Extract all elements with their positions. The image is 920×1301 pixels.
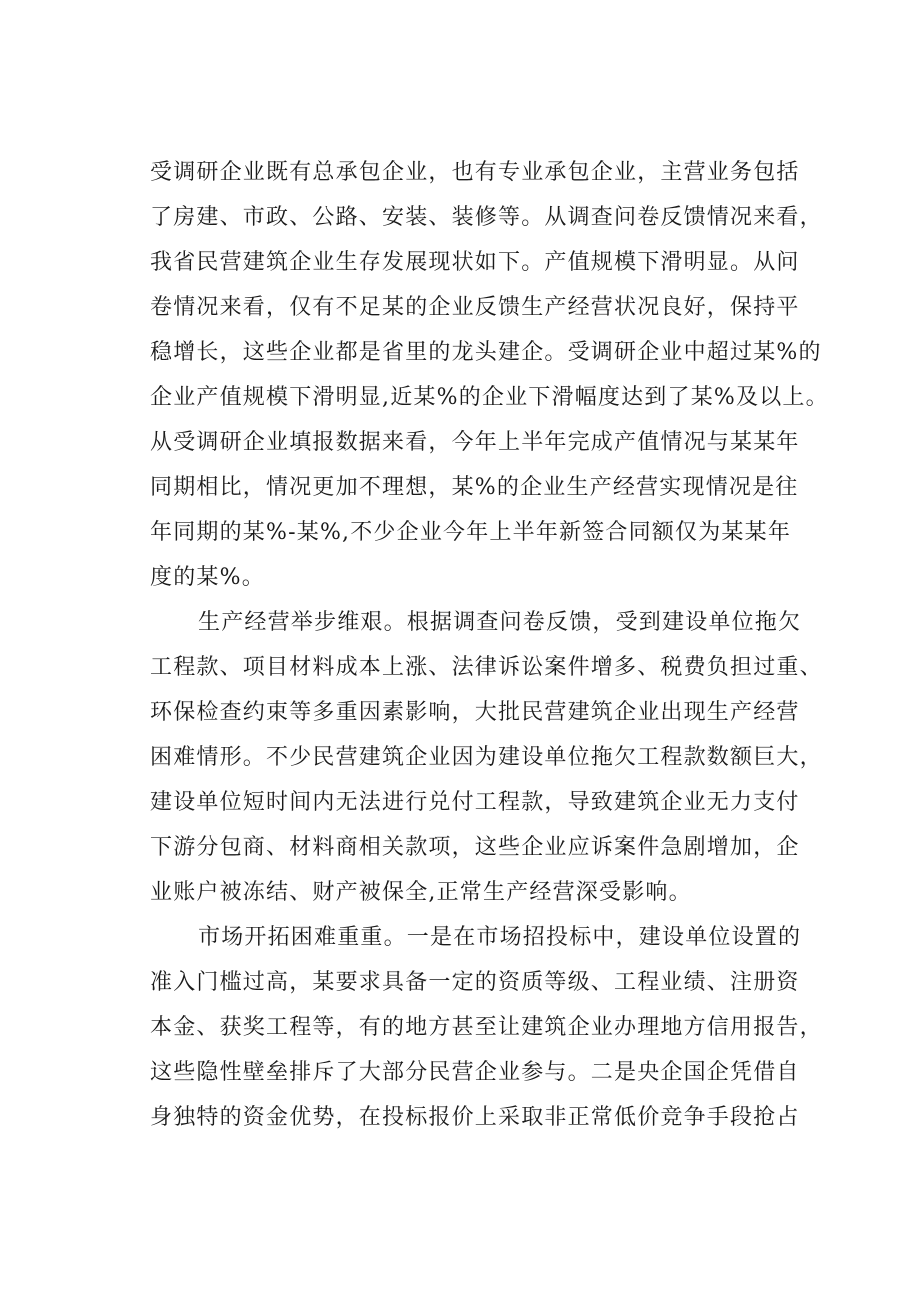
text-line: 了房建、市政、公路、安装、装修等。从调查问卷反馈情况来看， — [150, 205, 823, 230]
text-line: 生产经营举步维艰。根据调查问卷反馈，受到建设单位拖欠 — [198, 610, 802, 635]
text-line: 建设单位短时间内无法进行兑付工程款，导致建筑企业无力支付 — [150, 790, 800, 815]
paragraph-3 — [150, 915, 823, 1140]
text-line: 下游分包商、材料商相关款项，这些企业应诉案件急剧增加，企 — [150, 835, 800, 860]
text-line: 受调研企业既有总承包企业，也有专业承包企业，主营业务包括 — [150, 160, 800, 185]
document-body — [150, 150, 829, 1140]
text-line: 准入门槛过高，某要求具备一定的资质等级、工程业绩、注册资 — [150, 970, 800, 995]
text-line: 环保检查约束等多重因素影响，大批民营建筑企业出现生产经营 — [150, 700, 800, 725]
text-line: 困难情形。不少民营建筑企业因为建设单位拖欠工程款数额巨大， — [150, 745, 823, 770]
text-line: 这些隐性壁垒排斥了大部分民营企业参与。二是央企国企凭借自 — [150, 1060, 800, 1085]
paragraph-1 — [150, 150, 829, 600]
text-line: 工程款、项目材料成本上涨、法律诉讼案件增多、税费负担过重、 — [150, 655, 823, 680]
text-line: 卷情况来看，仅有不足某的企业反馈生产经营状况良好，保持平 — [150, 295, 800, 320]
text-line: 我省民营建筑企业生存发展现状如下。产值规模下滑明显。从问 — [150, 250, 800, 275]
text-line: 从受调研企业填报数据来看，今年上半年完成产值情况与某某年 — [150, 430, 800, 455]
paragraph-2 — [150, 600, 823, 915]
text-line: 本金、获奖工程等，有的地方甚至让建筑企业办理地方信用报告， — [150, 1015, 823, 1040]
text-line: 市场开拓困难重重。一是在市场招投标中，建设单位设置的 — [198, 925, 802, 950]
text-line: 同期相比，情况更加不理想，某%的企业生产经营实现情况是往 — [150, 475, 799, 500]
text-line: 度的某%。 — [150, 565, 265, 590]
text-line: 稳增长，这些企业都是省里的龙头建企。受调研企业中超过某%的 — [150, 340, 822, 365]
text-line: 身独特的资金优势，在投标报价上采取非正常低价竞争手段抢占 — [150, 1105, 800, 1130]
text-line: 业账户被冻结、财产被保全,正常生产经营深受影响。 — [150, 880, 692, 905]
text-line: 企业产值规模下滑明显,近某%的企业下滑幅度达到了某%及以上。 — [150, 385, 829, 410]
text-line: 年同期的某%-某%,不少企业今年上半年新签合同额仅为某某年 — [150, 520, 792, 545]
